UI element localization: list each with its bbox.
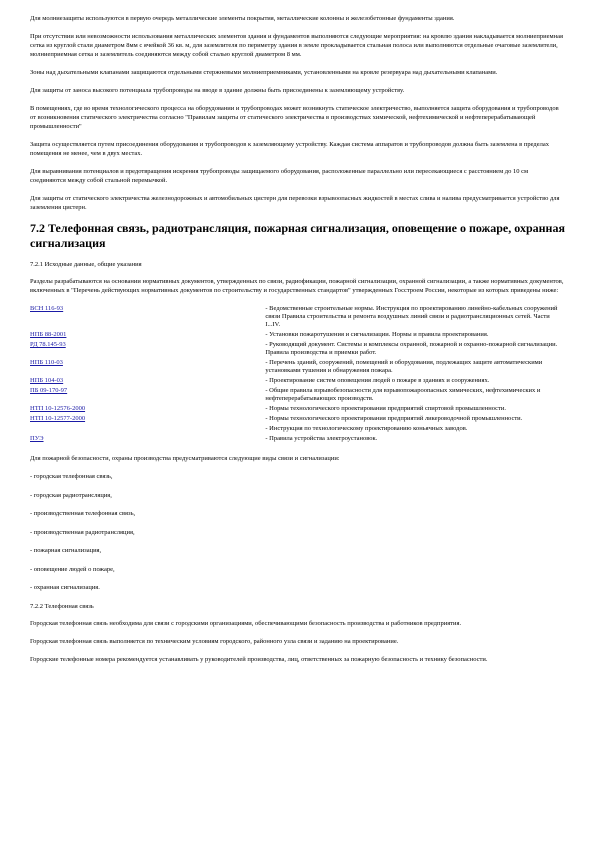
types-list [30, 472, 565, 592]
list-item: - городская телефонная связь, [30, 473, 113, 480]
intro-paragraph: Защита осуществляется путем присоединения оборудования и трубопроводов к заземляющему устройству. Каждая система аппаратов и трубопроводов должна быть заземлена в пределах помещения не менее, чем в двух местах. [30, 141, 549, 157]
intro-paragraph: В помещениях, где во время технологического процесса на оборудовании и трубопроводах может возникнуть статическое электричество, выполняется защита оборудования и трубопроводов от возникновения статического электричества согласно "Правилам защиты от статического электричества в производствах химической, нефтехимической и нефтеперерабатывающей промышленности" [30, 105, 559, 130]
norm-code-cell [30, 414, 265, 424]
list-item: - оповещение людей о пожаре, [30, 565, 115, 573]
types-intro: Для пожарной безопасности, охраны производства предусматриваются следующие виды связи и сигнализации: [30, 455, 340, 462]
norm-link[interactable]: НТП 10-12577-2000 [30, 415, 86, 422]
subsection-title: 7.2.2 Телефонная связь [30, 602, 94, 610]
norm-link[interactable]: НПБ 110-03 [30, 359, 63, 366]
norm-code-cell [30, 434, 265, 444]
body-paragraph: Городские телефонные номера рекомендуется устанавливать у руководителей производства, лиц, ответственных за пожарную безопасность и технику безопасности. [30, 655, 488, 663]
norm-desc: - Руководящий документ. Системы и комплексы охранной, пожарной и охранно-пожарной сигнализации. Правила производства и приемки работ. [265, 341, 558, 356]
body-paragraph: Городская телефонная связь необходима для связи с городскими организациями, обеспечивающими безопасность производства и работников предприятия. [30, 619, 462, 627]
subsection-title: 7.2.1 Исходные данные, общие указания [30, 261, 142, 268]
norm-link[interactable]: ПБ 09-170-97 [30, 387, 68, 394]
list-item: - производственная телефонная связь, [30, 510, 136, 517]
norm-desc: - Установки пожаротушения и сигнализации. Нормы и правила проектирования. [265, 331, 489, 338]
norm-desc: - Перечень зданий, сооружений, помещений и оборудования, подлежащих защите автоматическими установками тушения и обнаружения пожара. [265, 359, 543, 374]
norm-code-cell [30, 304, 265, 330]
norm-code-cell [30, 386, 265, 404]
norm-desc: - Нормы технологического проектирования предприятий спиртовой промышленности. [265, 405, 506, 412]
table-row [30, 414, 565, 424]
list-item: - пожарная сигнализация, [30, 547, 102, 554]
norm-desc: - Правила устройства электроустановок. [265, 435, 378, 442]
norm-desc: - Общие правила взрывобезопасности для взрывопожароопасных химических, нефтехимических и нефтеперерабатывающих производств. [265, 387, 541, 402]
table-row [30, 404, 565, 414]
norm-desc: - Проектирование систем оповещения людей о пожаре в зданиях и сооружениях. [265, 377, 490, 384]
norm-code-cell [30, 424, 265, 434]
norm-desc: - Нормы технологического проектирования предприятий ликероводочной промышленности. [265, 415, 523, 422]
norm-code-cell [30, 404, 265, 414]
body-paragraph: Городская телефонная связь выполняется по техническим условиям городского, районного узла связи и заданию на проектирование. [30, 637, 399, 645]
intro-paragraph: При отсутствии или невозможности использования металлических элементов здания и фундаментов выполняются следующие мероприятия: на кровлю здания накладывается молниеприемная сетка из круглой стали диаметром 8мм с ячейкой 36 кв. м, для заземлителя по периметру здания в земле прокладывается стальная полоса или выполняются отдельные очаговые заземлители, молниеприемная сетка и заземлитель соединяются между собой сталью круглой диаметром 8 мм. [30, 33, 563, 58]
norm-desc: - Инструкция по технологическому проектированию коньячных заводов. [265, 425, 468, 432]
list-item: - охранная сигнализация. [30, 584, 100, 591]
norm-link[interactable]: НПБ 88-2001 [30, 331, 67, 338]
norm-code-cell [30, 376, 265, 386]
norm-link[interactable]: ПУЭ [30, 435, 44, 442]
table-row [30, 358, 565, 376]
intro-paragraph: Зоны над дыхательными клапанами защищаются отдельными стержневыми молниеприемниками, установленными на кровле резервуара над дыхательными клапанами. [30, 69, 498, 76]
intro-paragraph: Для молниезащиты используются в первую очередь металлические элементы покрытия, металлические колонны и железобетонные фундаменты здания. [30, 15, 455, 22]
norm-code-cell [30, 340, 265, 358]
table-row [30, 330, 565, 340]
norm-link[interactable]: РД 78.145-93 [30, 341, 66, 348]
norms-table [30, 304, 565, 444]
table-row [30, 386, 565, 404]
table-row [30, 304, 565, 330]
norm-link[interactable]: НПБ 104-03 [30, 377, 64, 384]
norm-desc: - Ведомственные строительные нормы. Инструкция по проектированию линейно-кабельных сооружений связи Правила строительства и ремонта воздушных линий связи и радиотрансляционных сетей. Части I...IV. [265, 305, 558, 328]
list-item: - городская радиотрансляция, [30, 491, 112, 499]
table-row [30, 424, 565, 434]
list-item: - производственная радиотрансляция, [30, 528, 135, 536]
intro-paragraph: Для выравнивания потенциалов и предотвращения искрения трубопроводы защищаемого оборудования, расположенные параллельно или пересекающиеся с расстоянием до 10 см соединяются между собой стальной перемычкой. [30, 168, 529, 184]
table-row [30, 376, 565, 386]
intro-paragraph: Для защиты от заноса высокого потенциала трубопроводы на вводе в здание должны быть присоединены к заземляющему устройству. [30, 87, 405, 94]
intro-paragraph: Для защиты от статического электричества железнодорожных и автомобильных цистерн для перевозки взрывоопасных жидкостей в местах слива и налива предусматривается устройство для заземления цистерн. [30, 195, 560, 211]
table-row [30, 434, 565, 444]
norm-link[interactable]: ВСН 116-93 [30, 305, 64, 312]
section-intro: Разделы разрабатываются на основании нормативных документов, утвержденных по связи, радиофикации, пожарной сигнализации, охранной сигнализации, а также нормативных документов, включенных в "Перечень действующих нормативных документов по строительству и государственных стандартов" утвержденных Госстроем России, некоторые из которых приведены ниже: [30, 278, 564, 294]
norm-code-cell [30, 330, 265, 340]
table-row [30, 340, 565, 358]
norm-code-cell [30, 358, 265, 376]
section-heading: 7.2 Телефонная связь, радиотрансляция, пожарная сигнализация, оповещение о пожаре, охранная сигнализация [30, 221, 565, 250]
norm-link[interactable]: НТП 10-12576-2000 [30, 405, 86, 412]
